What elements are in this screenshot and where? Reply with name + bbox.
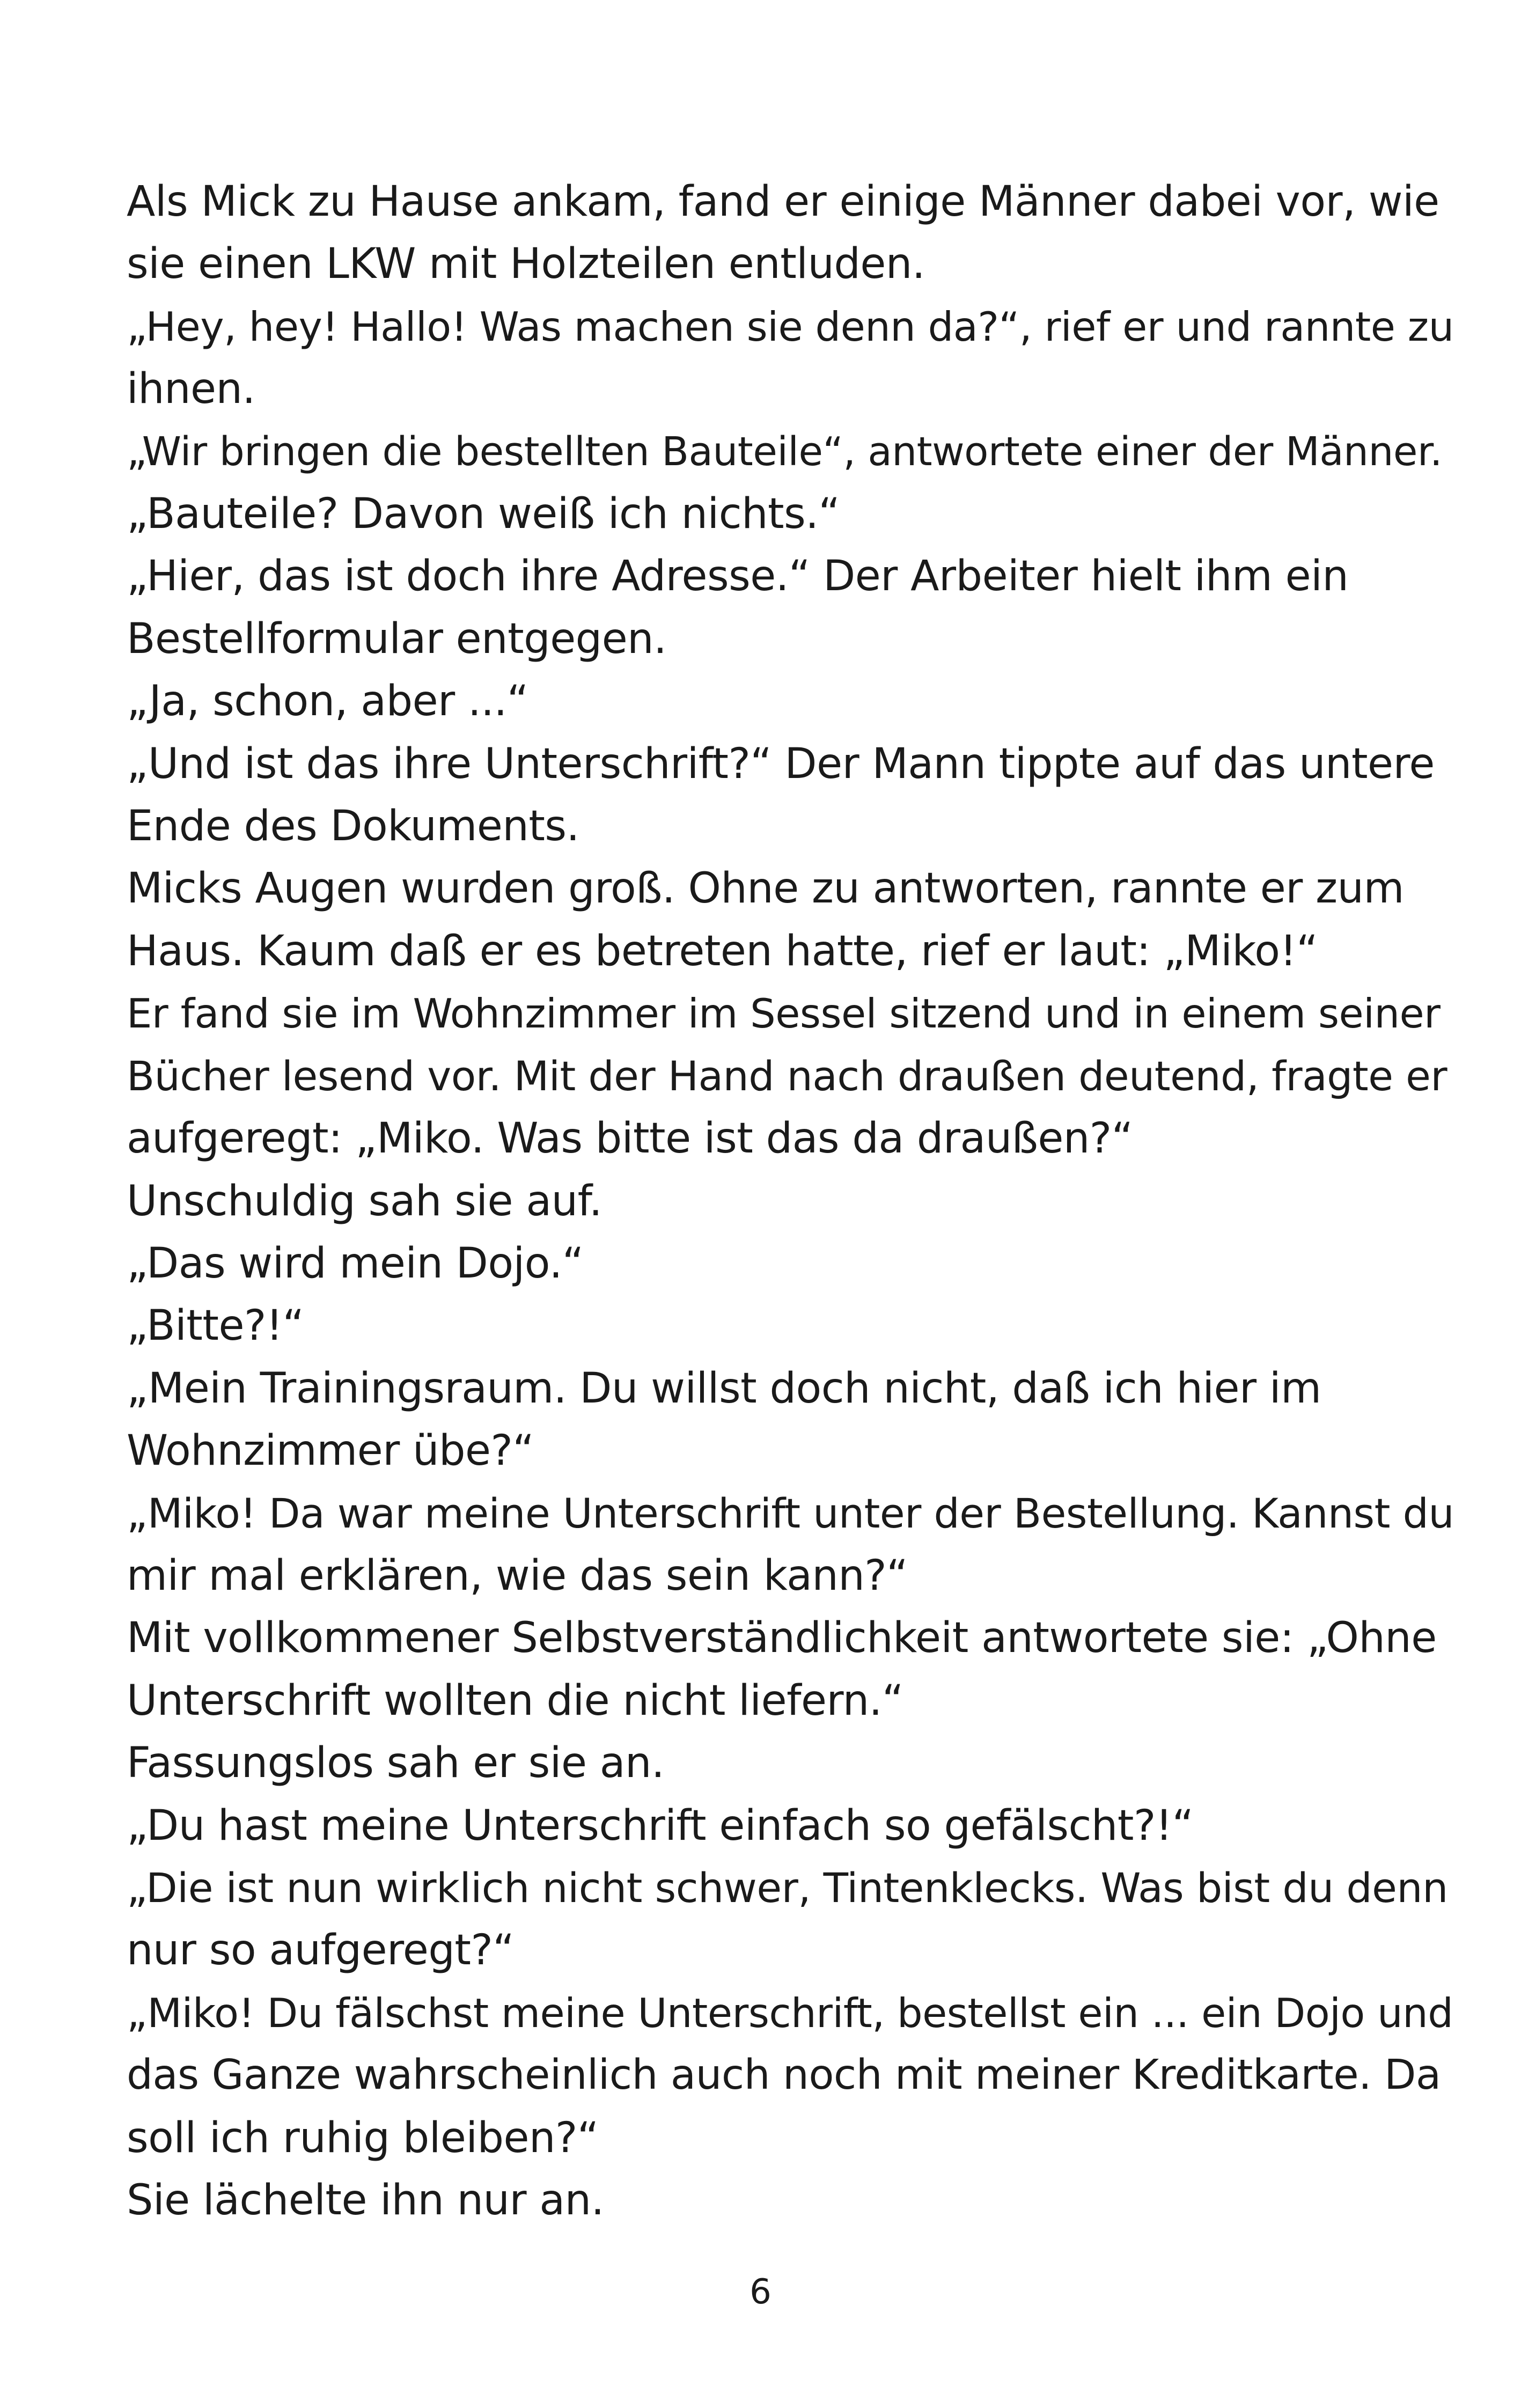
text-line: sie einen LKW mit Holzteilen entluden.: [127, 240, 925, 289]
text-line: Unterschrift wollten die nicht liefern.“: [127, 1676, 903, 1725]
text-line: „Du hast meine Unterschrift einfach so gefälscht?!“: [127, 1801, 1194, 1850]
text-line: Bücher lesend vor. Mit der Hand nach draußen deutend, fragte er: [127, 1052, 1447, 1100]
text-line: Wohnzimmer übe?“: [127, 1427, 534, 1475]
text-line: mir mal erklären, wie das sein kann?“: [127, 1551, 908, 1600]
text-line: „Hier, das ist doch ihre Adresse.“ Der Arbeiter hielt ihm ein: [127, 552, 1349, 601]
text-line: Micks Augen wurden groß. Ohne zu antworten, rannte er zum: [127, 864, 1404, 913]
text-line: „Mein Trainingsraum. Du willst doch nicht, daß ich hier im: [127, 1364, 1321, 1413]
text-line: „Das wird mein Dojo.“: [127, 1239, 584, 1288]
text-line: „Und ist das ihre Unterschrift?“ Der Mann tippte auf das untere: [127, 739, 1435, 788]
body-text: [127, 171, 1454, 2231]
text-line: Er fand sie im Wohnzimmer im Sessel sitzend und in einem seiner: [127, 990, 1441, 1038]
text-line: soll ich ruhig bleiben?“: [127, 2113, 599, 2162]
text-line: Fassungslos sah er sie an.: [127, 1739, 665, 1788]
text-line: „Miko! Da war meine Unterschrift unter der Bestellung. Kannst du: [127, 1489, 1454, 1537]
text-line: Mit vollkommener Selbstverständlichkeit antwortete sie: „Ohne: [127, 1614, 1437, 1663]
text-line: Bestellformular entgegen.: [127, 614, 667, 663]
text-line: Ende des Dokuments.: [127, 802, 579, 851]
text-line: „Die ist nun wirklich nicht schwer, Tintenklecks. Was bist du denn: [127, 1863, 1448, 1912]
text-line: Als Mick zu Hause ankam, fand er einige Männer dabei vor, wie: [127, 178, 1439, 226]
text-line: Unschuldig sah sie auf.: [127, 1177, 602, 1225]
text-line: ihnen.: [127, 365, 255, 414]
page-number: 6: [750, 2272, 771, 2312]
text-line: Sie lächelte ihn nur an.: [127, 2176, 604, 2225]
text-line: „Hey, hey! Hallo! Was machen sie denn da?“, rief er und rannte zu: [127, 303, 1454, 350]
text-line: das Ganze wahrscheinlich auch noch mit meiner Kreditkarte. Da: [127, 2051, 1441, 2099]
text-line: Haus. Kaum daß er es betreten hatte, rief er laut: „Miko!“: [127, 927, 1318, 975]
text-line: nur so aufgeregt?“: [127, 1926, 515, 1975]
text-line: „Bitte?!“: [127, 1302, 304, 1350]
text-line: „Bauteile? Davon weiß ich nichts.“: [127, 490, 840, 539]
text-line: „Ja, schon, aber ...“: [127, 677, 528, 726]
text-line: „Wir bringen die bestellten Bauteile“, antwortete einer der Männer.: [127, 428, 1443, 475]
text-line: „Miko! Du fälschst meine Unterschrift, bestellst ein ... ein Dojo und: [127, 1989, 1453, 2037]
text-line: aufgeregt: „Miko. Was bitte ist das da draußen?“: [127, 1114, 1133, 1163]
